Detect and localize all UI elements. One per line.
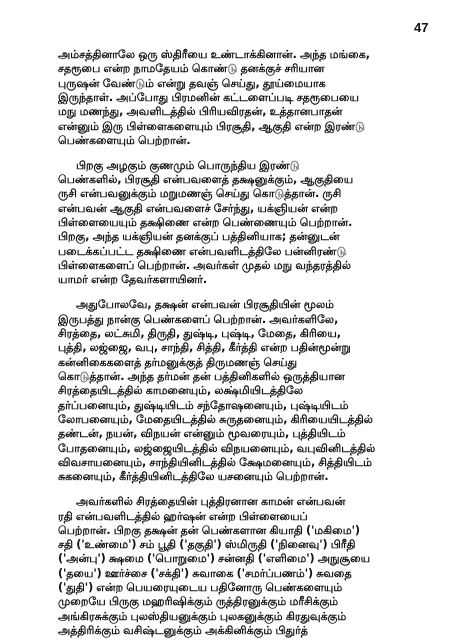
text-line: விவசாயனையும், சாந்தியினிடத்தில் க்ஷேமனையும், சித்தியிடம் xyxy=(58,455,373,469)
text-line: மநு மணந்து, அவளிடத்தில் பிரியவிரதன், உத்தானபாதன் xyxy=(58,105,343,119)
text-line: தர்ப்பனையும், துஷ்டியிடம் சந்தோஷனையும், புஷ்டியிடம் xyxy=(58,398,349,412)
text-line: முறையே பிருகு மஹரிஷிக்கும் ருத்திரனுக்கும் மரீசிக்கும் xyxy=(58,595,339,609)
text-line: இருபத்து நான்கு பெண்களைப் பெற்றான். அவர்களிலே, xyxy=(58,312,339,326)
text-line: அவர்களில் சிரத்தையின் புத்திரனான காமன் என்பவன் xyxy=(76,495,346,509)
text-line: கொடுத்தான். அந்த தர்மன் தன் பத்தினிகளில் ஒருத்தியான xyxy=(58,370,345,384)
text-line: பெண்களில், பிரசூதி என்பவளைத் தக்ஷனுக்கும், ஆகுதியை xyxy=(58,173,354,187)
text-line: இருந்தாள். அப்போது பிரமனின் கட்டளைப்படி சதரூபையை xyxy=(58,90,359,104)
text-line: சுகனையும், கீர்த்தியினிடத்திலே யசனையும் பெற்றான். xyxy=(58,470,329,484)
text-line: சிரத்தையிடத்தில் காமனையும், லக்ஷ்மியிடத்திலே xyxy=(58,384,304,398)
text-line: என்பவன் ஆகுதி என்பவளைச் சேர்ந்து, யக்ஞியன் என்ற xyxy=(58,201,338,215)
paragraph-2 xyxy=(58,159,414,288)
text-line: பிறகு அழகும் குணமும் பொருந்திய இரண்டு xyxy=(76,158,300,172)
text-line: புருஷன் வேண்டும் என்று தவஞ் செய்து, தூய்மையாக xyxy=(58,76,326,90)
text-line: ரதி என்பவளிடத்தில் ஹர்ஷன் என்ற பிள்ளையைப் xyxy=(58,509,308,523)
text-line: தண்டன், நயன், விநயன் என்னும் மூவரையும், புத்தியிடம் xyxy=(58,427,346,441)
text-line: சதரூபை என்ற நாமதேயம் கொண்டு தனக்குச் சரியான xyxy=(58,62,325,76)
text-line: ('தயை') ஊர்ச்சை ('சக்தி') சுவாகை ('சமர்ப்பணம்') சுவதை xyxy=(58,566,352,580)
paragraph-1 xyxy=(58,48,414,148)
text-line: அத்திரிக்கும் வசிஷ்டனுக்கும் அக்கினிக்கும் பிதுர்த் xyxy=(58,624,308,638)
text-line: போதனையும், லஜ்ஜையிடத்தில் விநயனையும், வபுவினிடத்தில் xyxy=(58,441,376,455)
text-line: அம்சத்தினாலே ஒரு ஸ்திரீயை உண்டாக்கினான். அந்த மங்கை, xyxy=(58,48,370,61)
text-line: சதி ('உண்மை') சம் பூதி ('தகுதி') ஸ்மிருதி ('நினைவு') பிரீதி xyxy=(58,538,356,552)
paragraph-3 xyxy=(58,298,414,484)
page-number: 47 xyxy=(414,20,429,35)
text-line: கன்னிகைகளைத் தர்மனுக்குத் திருமணஞ் செய்து xyxy=(58,355,298,369)
text-line: ('துதி') என்ற பெயரையுடைய பதினோரு பெண்களையும் xyxy=(58,581,343,595)
text-line: ருசி என்பவனுக்கும் மறுமணஞ் செய்து கொடுத்தான். ருசி xyxy=(58,187,342,201)
text-line: அங்கிரசுக்கும் புலஸ்தியனுக்கும் புலகனுக்கும் கிரதுவுக்கும் xyxy=(58,609,347,623)
text-line: பெற்றான். பிறகு தக்ஷன் தன் பெண்களான கியாதி ('மகிமை') xyxy=(58,523,360,537)
text-line: பெண்களையும் பெற்றான். xyxy=(58,133,191,147)
text-line: பிள்ளையையும் தக்ஷிணை என்ற பெண்ணையும் பெற்றான். xyxy=(58,215,353,229)
text-line: சிரத்தை, லட்சுமி, திருதி, துஷ்டி, புஷ்டி, மேதை, கிரியை, xyxy=(58,327,341,341)
text-line: அதுபோலவே, தக்ஷன் என்பவன் பிரசூதியின் மூலம் xyxy=(76,298,334,312)
text-line: என்னும் இரு பிள்ளைகளையும் பிரசூதி, ஆகுதி என்ற இரண்டு xyxy=(58,119,365,133)
text-line: புத்தி, லஜ்ஜை, வபு, சாந்தி, சித்தி, கீர்த்தி என்ற பதின்மூன்று xyxy=(58,341,351,355)
text-line: யாமர் என்ற தேவர்களாயினர். xyxy=(58,273,208,287)
text-line: பிள்ளைகளைப் பெற்றான். அவர்கள் முதல் மநு வந்தரத்தில் xyxy=(58,258,351,272)
text-line: படைக்கப்பட்ட தக்ஷிணை என்பவளிடத்திலே பன்னிரண்டு xyxy=(58,244,347,258)
paragraph-4 xyxy=(58,495,414,638)
text-line: பிறகு, அந்த யக்ஞியன் தனக்குப் பத்தினியாக; தன்னுடன் xyxy=(58,230,340,244)
text-line: லோபனையும், மேதையிடத்தில் சுருதனையும், கிரியையிடத்தில் xyxy=(58,412,373,426)
text-line: ('அன்பு') க்ஷமை ('பொறுமை') சன்னதி ('எளிமை') அநுசூயை xyxy=(58,552,371,566)
